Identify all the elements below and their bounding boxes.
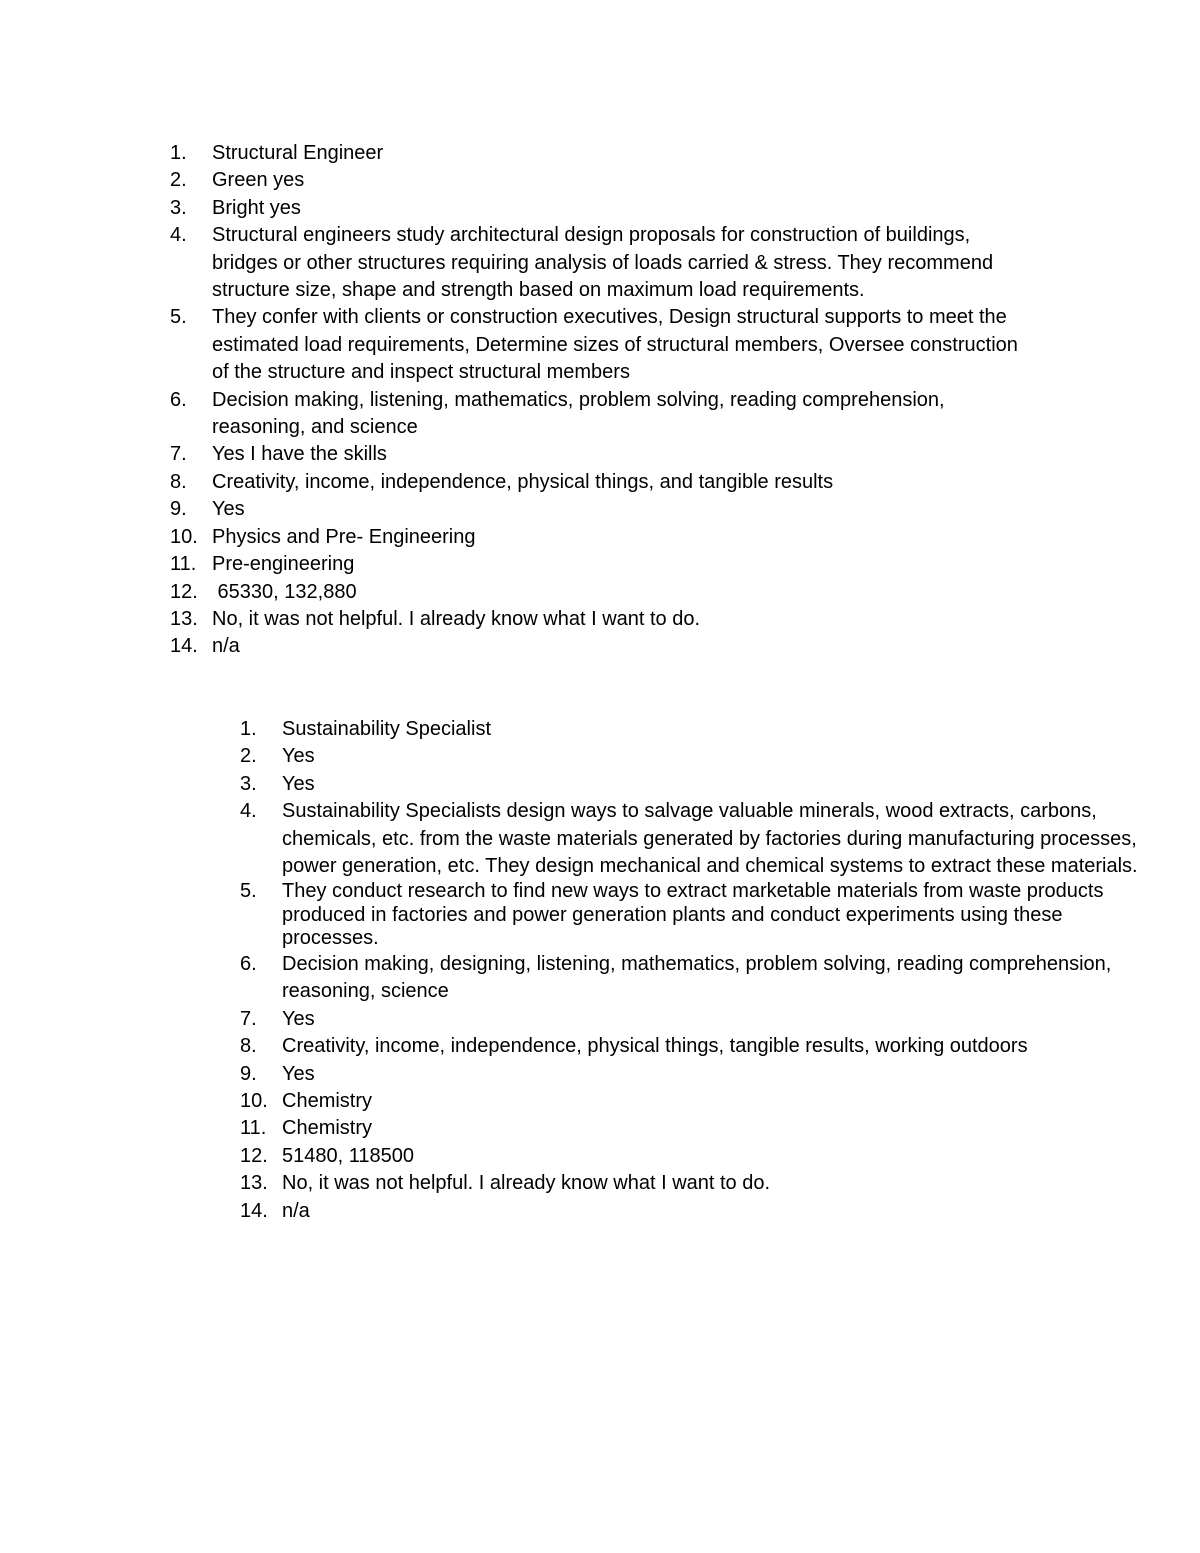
list-item (170, 222, 1070, 304)
item-number: 4. (240, 800, 257, 823)
item-text: Sustainability Specialists design ways to salvage valuable minerals, wood extracts, carbons, chemicals, etc. from the waste materials generated by factories during manufacturing processes, power generation, etc. They design mechanical and chemical systems to extract these materials. (282, 800, 1138, 878)
item-text: Decision making, listening, mathematics, problem solving, reading comprehension, reasoning, and science (212, 388, 945, 439)
item-text: They confer with clients or construction executives, Design structural supports to meet the estimated load requirements, Determine sizes of structural members, Oversee construction of the structure and inspect structural members (212, 306, 1018, 384)
list-item (240, 771, 1140, 798)
item-text: Structural engineers study architectural design proposals for construction of buildings, bridges or other structures requiring analysis of loads carried & stress. They recommend structure size, shape and strength based on maximum load requirements. (212, 224, 994, 302)
item-text: Bright yes (212, 196, 301, 219)
item-text: No, it was not helpful. I already know what I want to do. (282, 1172, 771, 1195)
item-number: 6. (240, 952, 257, 975)
list-item (170, 606, 1070, 633)
list-item (240, 951, 1140, 1006)
item-number: 12. (170, 580, 198, 603)
item-text: Yes (282, 1062, 315, 1085)
item-text: Yes (282, 745, 315, 768)
item-text: They conduct research to find new ways to extract marketable materials from waste products produced in factories and power generation plants and conduct experiments using these processes. (282, 880, 1104, 950)
list-item (240, 1115, 1140, 1142)
item-number: 4. (170, 224, 187, 247)
list-item (240, 1170, 1140, 1197)
item-number: 13. (170, 607, 198, 630)
list-item (170, 387, 1070, 442)
item-number: 2. (170, 169, 187, 192)
item-text: Structural Engineer (212, 142, 384, 164)
item-number: 2. (240, 745, 257, 768)
list-item (240, 743, 1140, 770)
item-text: Chemistry (282, 1117, 373, 1140)
list-item (170, 441, 1070, 468)
item-number: 9. (170, 498, 187, 521)
item-text: Sustainability Specialist (282, 718, 491, 740)
list-item (240, 1143, 1140, 1170)
item-number: 12. (240, 1144, 268, 1167)
list-item (170, 496, 1070, 523)
item-number: 8. (240, 1035, 257, 1058)
list-item (240, 1061, 1140, 1088)
list-item (240, 716, 1140, 743)
list-item (170, 167, 1070, 194)
item-number: 5. (240, 880, 257, 903)
item-number: 6. (170, 388, 187, 411)
career-answers-list-structural-engineer (170, 140, 1070, 661)
list-item (170, 469, 1070, 496)
item-text: Yes I have the skills (212, 443, 387, 466)
item-number: 1. (170, 142, 187, 164)
item-text: Green yes (212, 169, 305, 192)
item-number: 3. (240, 772, 257, 795)
list-item (170, 633, 1070, 660)
item-text: Yes (212, 498, 245, 521)
item-number: 11. (240, 1117, 267, 1140)
item-text: Creativity, income, independence, physical things, and tangible results (212, 470, 834, 493)
career-answers-list-sustainability-specialist (240, 716, 1140, 1225)
item-text: 51480, 118500 (282, 1144, 414, 1167)
list-item (240, 1006, 1140, 1033)
list-item (240, 1198, 1140, 1225)
item-number: 8. (170, 470, 187, 493)
list-item (240, 880, 1140, 951)
list-item (170, 551, 1070, 578)
item-text: Decision making, designing, listening, mathematics, problem solving, reading comprehension, reasoning, science (282, 952, 1112, 1003)
list-item (170, 524, 1070, 551)
item-text: No, it was not helpful. I already know what I want to do. (212, 607, 701, 630)
list-item (240, 1088, 1140, 1115)
list-item (170, 140, 1070, 167)
item-text: Yes (282, 1007, 315, 1030)
item-text: Creativity, income, independence, physical things, tangible results, working outdoors (282, 1035, 1028, 1058)
item-text: n/a (282, 1199, 310, 1222)
item-number: 5. (170, 306, 187, 329)
item-number: 13. (240, 1172, 268, 1195)
list-item (170, 195, 1070, 222)
item-number: 7. (170, 443, 187, 466)
list-item (240, 798, 1140, 880)
item-text: n/a (212, 635, 240, 658)
item-number: 10. (170, 525, 198, 548)
item-text: Physics and Pre- Engineering (212, 525, 476, 548)
list-item (170, 304, 1070, 386)
item-number: 9. (240, 1062, 257, 1085)
item-number: 14. (240, 1199, 268, 1222)
item-number: 7. (240, 1007, 257, 1030)
item-text: Pre-engineering (212, 553, 355, 576)
item-text: 65330, 132,880 (212, 580, 357, 603)
list-item (170, 579, 1070, 606)
item-number: 1. (240, 718, 257, 740)
item-number: 11. (170, 553, 197, 576)
item-text: Chemistry (282, 1089, 373, 1112)
item-number: 14. (170, 635, 198, 658)
list-item (240, 1033, 1140, 1060)
item-text: Yes (282, 772, 315, 795)
item-number: 10. (240, 1089, 268, 1112)
item-number: 3. (170, 196, 187, 219)
